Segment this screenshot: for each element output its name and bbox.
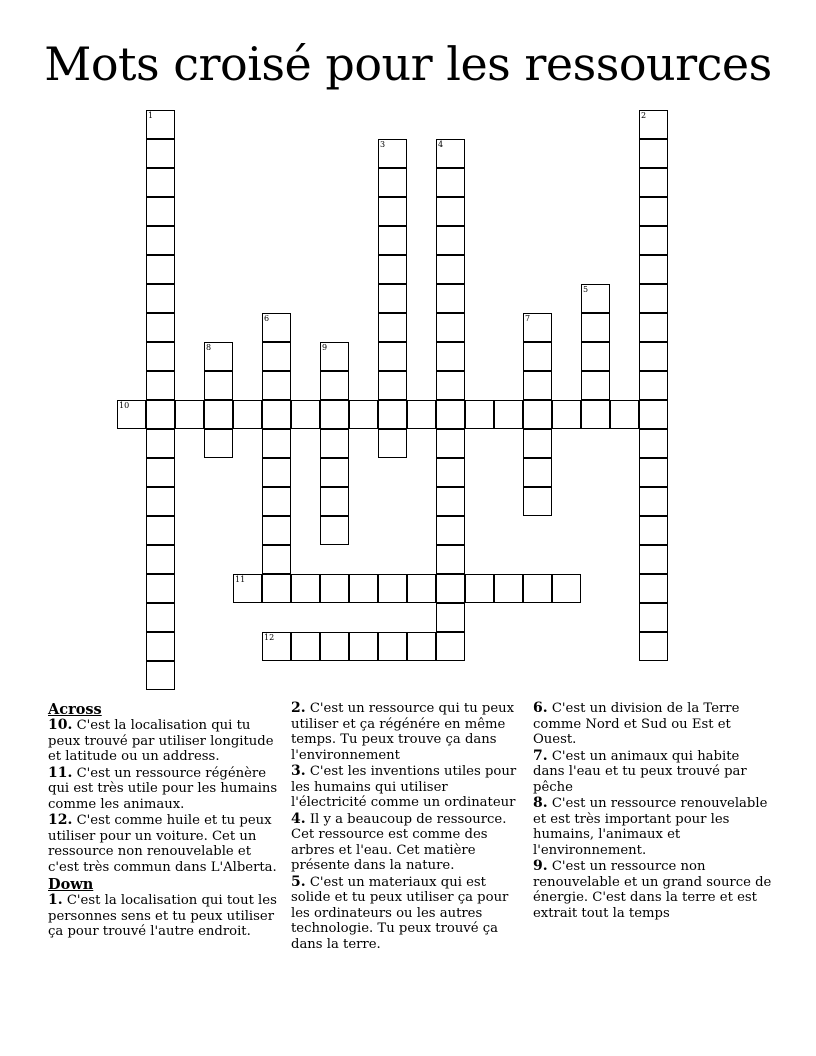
cell-number: 1 [148,111,154,120]
grid-cell[interactable] [349,632,378,661]
grid-cell[interactable] [378,574,407,603]
grid-cell[interactable] [581,313,610,342]
grid-cell[interactable] [320,342,349,371]
grid-cell[interactable] [378,139,407,168]
grid-cell[interactable] [146,313,175,342]
grid-cell[interactable] [320,516,349,545]
grid-cell[interactable] [204,342,233,371]
clue-number: 9. [533,858,548,874]
grid-cell[interactable] [436,168,465,197]
grid-cell[interactable] [291,574,320,603]
grid-cell[interactable] [552,400,581,429]
grid-cell[interactable] [639,632,668,661]
grid-cell[interactable] [407,400,436,429]
clue-number: 3. [291,763,306,779]
grid-cell[interactable] [320,429,349,458]
grid-cell[interactable] [262,313,291,342]
grid-cell[interactable] [204,429,233,458]
grid-cell[interactable] [262,545,291,574]
cell-number: 11 [235,575,246,584]
grid-cell[interactable] [436,516,465,545]
grid-cell[interactable] [436,226,465,255]
down-heading: Down [48,876,94,893]
grid-cell[interactable] [639,429,668,458]
grid-cell[interactable] [581,342,610,371]
grid-cell[interactable] [262,342,291,371]
grid-cell[interactable] [523,371,552,400]
grid-cell[interactable] [436,458,465,487]
grid-cell[interactable] [639,574,668,603]
clue-number: 5. [291,873,306,890]
grid-cell[interactable] [378,342,407,371]
grid-cell[interactable] [378,429,407,458]
grid-cell[interactable] [639,226,668,255]
grid-cell[interactable] [639,516,668,545]
grid-cell[interactable] [639,255,668,284]
grid-cell[interactable] [436,574,465,603]
cell-number: 5 [583,285,589,294]
grid-cell[interactable] [639,400,668,429]
grid-cell[interactable] [639,487,668,516]
grid-cell[interactable] [465,574,494,603]
grid-cell[interactable] [146,400,175,429]
grid-cell[interactable] [146,545,175,574]
clue-text: C'est la localisation qui tout les personnes sens et tu peux utiliser ça pour trouvé l'autre endroit. [48,893,277,939]
grid-cell[interactable] [378,168,407,197]
across-heading: Across [48,701,102,718]
grid-cell[interactable] [262,400,291,429]
grid-cell[interactable] [639,458,668,487]
clue-column-1 [48,701,280,941]
grid-cell[interactable] [639,342,668,371]
grid-cell[interactable] [378,284,407,313]
clue-down-7 [533,749,773,796]
clue-down-5 [291,875,523,953]
grid-cell[interactable] [262,458,291,487]
grid-cell[interactable] [523,487,552,516]
clue-text: Il y a beaucoup de ressource. Cet ressource est comme des arbres et l'eau. Cet matière présente dans la nature. [291,811,507,873]
grid-cell[interactable] [262,574,291,603]
grid-cell[interactable] [320,371,349,400]
grid-cell[interactable] [320,400,349,429]
grid-cell[interactable] [320,458,349,487]
grid-cell[interactable] [146,458,175,487]
grid-cell[interactable] [146,110,175,139]
grid-cell[interactable] [378,226,407,255]
clue-across-12 [48,813,280,875]
grid-cell[interactable] [523,342,552,371]
clue-number: 10. [48,717,73,733]
clue-down-9 [533,859,773,921]
clue-number: 7. [533,747,548,764]
grid-cell[interactable] [146,371,175,400]
clue-number: 4. [291,810,306,827]
grid-cell[interactable] [552,574,581,603]
grid-cell[interactable] [523,313,552,342]
grid-cell[interactable] [639,168,668,197]
grid-cell[interactable] [146,139,175,168]
grid-cell[interactable] [639,603,668,632]
grid-cell[interactable] [610,400,639,429]
clue-text: C'est un ressource qui tu peux utiliser et ça régénére en même temps. Tu peux trouve ça dans l'environnement [291,701,515,763]
grid-cell[interactable] [146,226,175,255]
grid-cell[interactable] [639,545,668,574]
clue-number: 12. [48,812,73,828]
grid-cell[interactable] [436,313,465,342]
grid-cell[interactable] [436,632,465,661]
grid-cell[interactable] [378,400,407,429]
grid-cell[interactable] [262,371,291,400]
grid-cell[interactable] [639,110,668,139]
grid-cell[interactable] [117,400,146,429]
grid-cell[interactable] [146,429,175,458]
grid-cell[interactable] [262,516,291,545]
grid-cell[interactable] [436,139,465,168]
grid-cell[interactable] [581,400,610,429]
grid-cell[interactable] [436,197,465,226]
grid-cell[interactable] [146,197,175,226]
cell-number: 10 [119,401,130,410]
grid-cell[interactable] [523,429,552,458]
grid-cell[interactable] [233,400,262,429]
grid-cell[interactable] [494,574,523,603]
cell-number: 6 [264,314,270,323]
grid-cell[interactable] [639,371,668,400]
grid-cell[interactable] [581,284,610,313]
grid-cell[interactable] [146,661,175,690]
clue-text: C'est comme huile et tu peux utiliser pour un voiture. Cet un ressource non renouvelable et c'est très commun dans L'Alberta. [48,813,277,875]
cell-number: 7 [525,314,531,323]
grid-cell[interactable] [436,487,465,516]
grid-cell[interactable] [233,574,262,603]
clue-column-3 [533,701,773,922]
clue-text: C'est un materiaux qui est solide et tu peux utiliser ça pour les ordinateurs ou les autres technologie. Tu peux trouvé ça dans la terre. [291,874,509,952]
clue-down-6 [533,701,773,748]
clue-down-2 [291,701,523,763]
grid-cell[interactable] [494,400,523,429]
grid-cell[interactable] [146,603,175,632]
grid-cell[interactable] [146,516,175,545]
grid-cell[interactable] [262,632,291,661]
grid-cell[interactable] [320,487,349,516]
grid-cell[interactable] [407,632,436,661]
grid-cell[interactable] [204,371,233,400]
cell-number: 12 [264,633,275,642]
cell-number: 9 [322,343,328,352]
clue-number: 11. [48,764,73,781]
cell-number: 3 [380,140,386,149]
clue-across-10 [48,718,280,765]
grid-cell[interactable] [436,255,465,284]
grid-cell[interactable] [639,139,668,168]
clue-number: 6. [533,700,548,716]
grid-cell[interactable] [146,342,175,371]
clue-number: 1. [48,892,63,908]
clue-text: C'est un ressource non renouvelable et un grand source de énergie. C'est dans la terre et est extrait tout la temps [533,859,772,921]
grid-cell[interactable] [378,313,407,342]
grid-cell[interactable] [436,545,465,574]
grid-cell[interactable] [146,255,175,284]
grid-cell[interactable] [639,197,668,226]
cell-number: 2 [641,111,647,120]
grid-cell[interactable] [436,371,465,400]
grid-cell[interactable] [146,284,175,313]
grid-cell[interactable] [523,574,552,603]
clue-number: 2. [291,700,306,716]
grid-cell[interactable] [639,284,668,313]
grid-cell[interactable] [349,400,378,429]
grid-cell[interactable] [146,574,175,603]
grid-cell[interactable] [378,255,407,284]
grid-cell[interactable] [581,371,610,400]
clue-text: C'est la localisation qui tu peux trouvé par utiliser longitude et latitude ou un address. [48,718,274,764]
grid-cell[interactable] [146,168,175,197]
clue-text: C'est un division de la Terre comme Nord et Sud ou Est et Ouest. [533,701,740,747]
clue-down-4 [291,812,523,874]
grid-cell[interactable] [320,574,349,603]
grid-cell[interactable] [175,400,204,429]
grid-cell[interactable] [204,400,233,429]
cell-number: 8 [206,343,212,352]
grid-cell[interactable] [378,371,407,400]
grid-cell[interactable] [523,400,552,429]
grid-cell[interactable] [291,400,320,429]
grid-cell[interactable] [436,284,465,313]
clue-text: C'est un ressource régénère qui est très utile pour les humains comme les animaux. [48,765,278,812]
clue-text: C'est un animaux qui habite dans l'eau et tu peux trouvé par pêche [533,748,747,795]
grid-cell[interactable] [407,574,436,603]
grid-cell[interactable] [320,632,349,661]
grid-cell[interactable] [436,603,465,632]
grid-cell[interactable] [523,458,552,487]
grid-cell[interactable] [262,487,291,516]
page-title: Mots croisé pour les ressources [44,37,772,91]
clue-text: C'est les inventions utiles pour les humains qui utiliser l'électricité comme un ordinateur [291,764,517,810]
grid-cell[interactable] [639,313,668,342]
grid-cell[interactable] [262,429,291,458]
clue-across-11 [48,766,280,813]
grid-cell[interactable] [146,487,175,516]
grid-cell[interactable] [349,574,378,603]
grid-cell[interactable] [436,342,465,371]
clue-down-1 [48,893,280,940]
grid-cell[interactable] [436,400,465,429]
clue-down-8 [533,796,773,858]
grid-cell[interactable] [291,632,320,661]
grid-cell[interactable] [378,197,407,226]
grid-cell[interactable] [378,632,407,661]
grid-cell[interactable] [465,400,494,429]
grid-cell[interactable] [146,632,175,661]
clue-number: 8. [533,795,548,811]
cell-number: 4 [438,140,444,149]
clue-down-3 [291,764,523,811]
clue-text: C'est un ressource renouvelable et est très important pour les humains, l'animaux et l'environnement. [533,796,768,858]
grid-cell[interactable] [436,429,465,458]
clue-column-2 [291,701,523,953]
